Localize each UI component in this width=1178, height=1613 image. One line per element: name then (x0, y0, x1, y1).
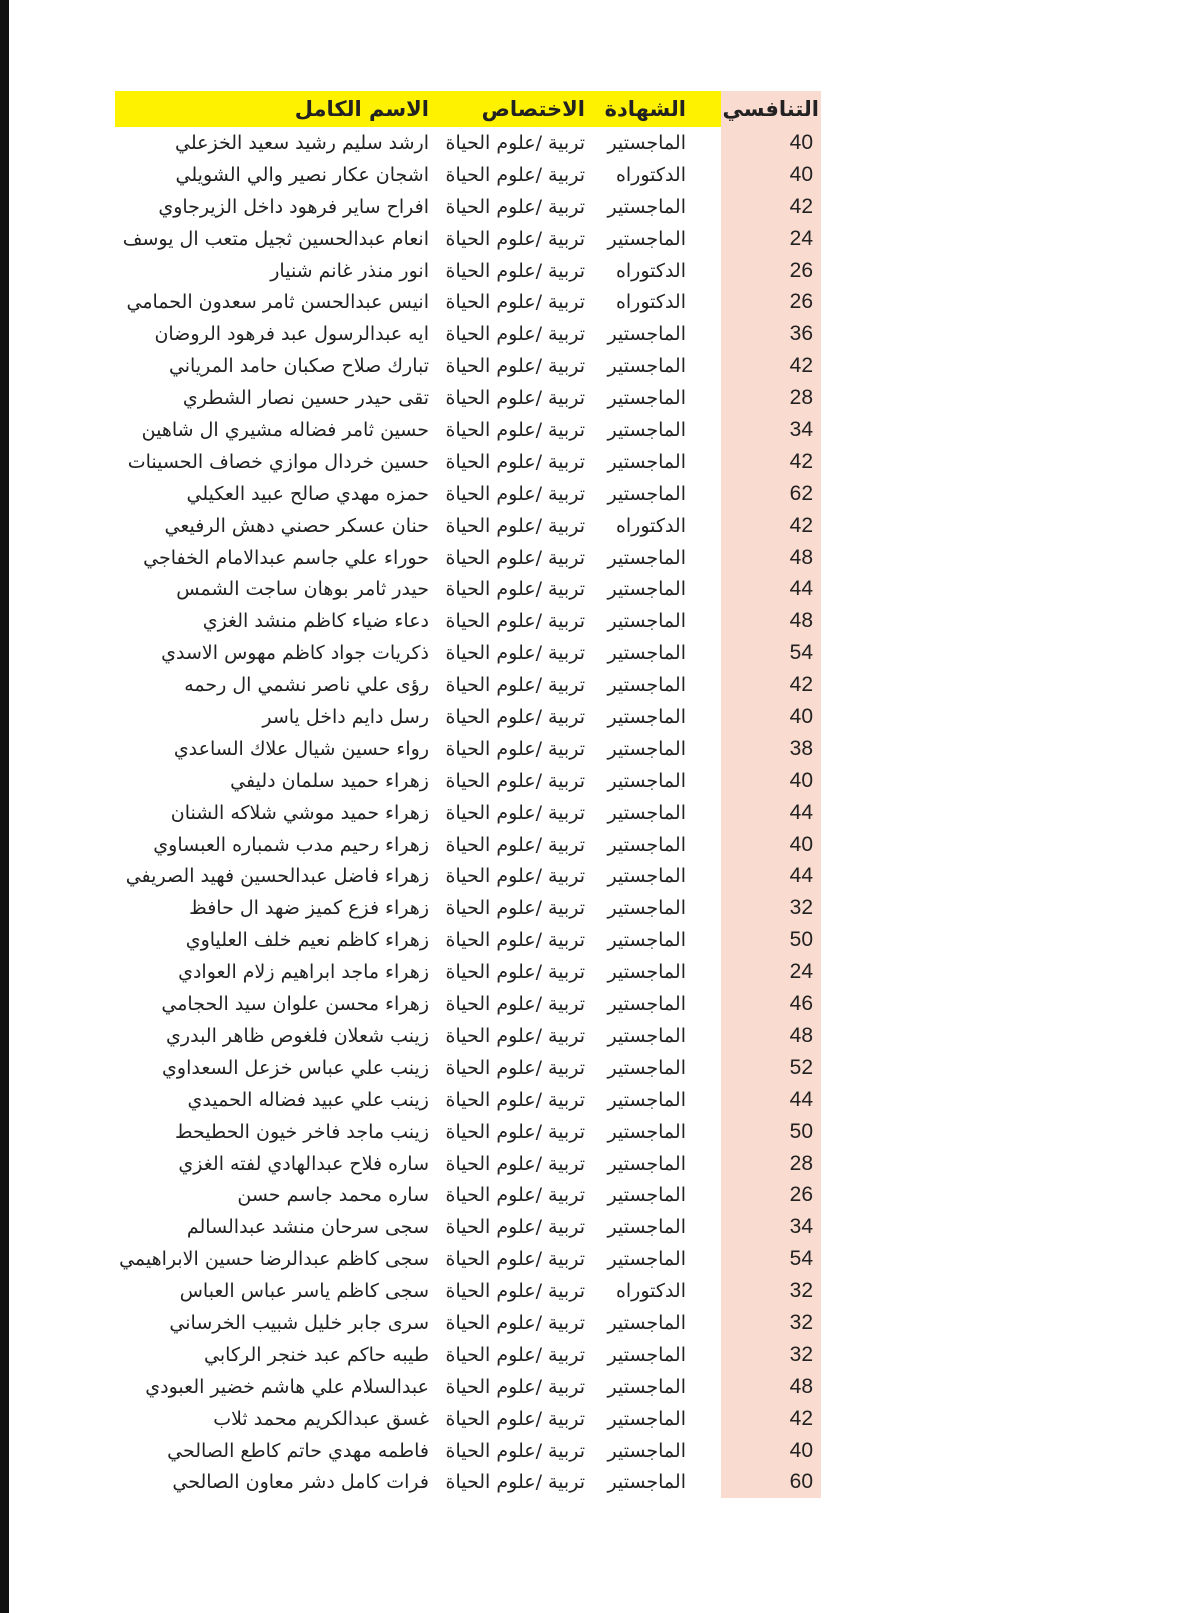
cell-specialization: تربية /علوم الحياة (445, 482, 585, 505)
cell-degree: الماجستير (607, 1407, 686, 1430)
cell-degree: الماجستير (607, 387, 686, 410)
cell-name: سجى كاظم ياسر عباس العباس (179, 1280, 429, 1303)
table-row (115, 1211, 821, 1243)
cell-degree: الماجستير (607, 578, 686, 601)
header-specialization: الاختصاص (481, 97, 585, 121)
cell-name: فاطمه مهدي حاتم كاطع الصالحي (167, 1439, 429, 1462)
table-row (115, 191, 821, 223)
table-row (115, 765, 821, 797)
cell-specialization: تربية /علوم الحياة (445, 227, 585, 250)
cell-name: طيبه حاكم عبد خنجر الركابي (204, 1343, 429, 1366)
table-header (115, 91, 821, 127)
table-row (115, 223, 821, 255)
table-row (115, 924, 821, 956)
cell-name: زهراء كاظم نعيم خلف العلياوي (185, 929, 429, 952)
table-row (115, 797, 821, 829)
cell-specialization: تربية /علوم الحياة (445, 546, 585, 569)
table-row (115, 733, 821, 765)
cell-name: اشجان عكار نصير والي الشويلي (175, 163, 429, 186)
table-row (115, 510, 821, 542)
cell-score: 38 (789, 736, 813, 760)
cell-degree: الماجستير (607, 195, 686, 218)
cell-score: 50 (789, 928, 813, 952)
cell-name: زهراء فزع كميز ضهد ال حافظ (189, 897, 429, 920)
table-row (115, 159, 821, 191)
cell-score: 32 (789, 896, 813, 920)
cell-score: 42 (789, 1406, 813, 1430)
cell-degree: الدكتوراه (615, 163, 686, 186)
cell-score: 40 (789, 162, 813, 186)
cell-specialization: تربية /علوم الحياة (445, 737, 585, 760)
cell-specialization: تربية /علوم الحياة (445, 1471, 585, 1494)
cell-degree: الماجستير (607, 1311, 686, 1334)
header-score: التنافسي (722, 97, 819, 121)
cell-name: عبدالسلام علي هاشم خضير العبودي (145, 1375, 429, 1398)
cell-degree: الدكتوراه (615, 1280, 686, 1303)
table-row (115, 1403, 821, 1435)
cell-degree: الماجستير (607, 1152, 686, 1175)
cell-specialization: تربية /علوم الحياة (445, 610, 585, 633)
cell-specialization: تربية /علوم الحياة (445, 769, 585, 792)
table-row (115, 1243, 821, 1275)
cell-specialization: تربية /علوم الحياة (445, 578, 585, 601)
table-row (115, 1307, 821, 1339)
cell-score: 48 (789, 1374, 813, 1398)
cell-degree: الماجستير (607, 642, 686, 665)
table-row (115, 1052, 821, 1084)
cell-degree: الماجستير (607, 737, 686, 760)
table-row (115, 1020, 821, 1052)
cell-score: 32 (789, 1310, 813, 1334)
cell-score: 54 (789, 641, 813, 665)
cell-name: حنان عسكر حصني دهش الرفيعي (164, 514, 429, 537)
cell-specialization: تربية /علوم الحياة (445, 323, 585, 346)
cell-name: زهراء حميد موشي شلاكه الشنان (170, 801, 429, 824)
cell-specialization: تربية /علوم الحياة (445, 163, 585, 186)
cell-name: رواء حسين شيال علاك الساعدي (173, 737, 429, 760)
cell-score: 36 (789, 322, 813, 346)
cell-name: زهراء فاضل عبدالحسين فهيد الصريفي (125, 865, 429, 888)
candidates-table (115, 91, 821, 1498)
cell-specialization: تربية /علوم الحياة (445, 1439, 585, 1462)
page-edge-bar (0, 0, 9, 1613)
cell-score: 46 (789, 992, 813, 1016)
cell-name: زهراء رحيم مدب شمباره العبساوي (153, 833, 429, 856)
table-row (115, 1435, 821, 1467)
cell-degree: الماجستير (607, 1184, 686, 1207)
cell-score: 26 (789, 290, 813, 314)
cell-score: 42 (789, 354, 813, 378)
cell-score: 40 (789, 768, 813, 792)
table-row (115, 542, 821, 574)
cell-degree: الماجستير (607, 1088, 686, 1111)
cell-score: 42 (789, 449, 813, 473)
cell-degree: الماجستير (607, 929, 686, 952)
cell-score: 40 (789, 1438, 813, 1462)
table-row (115, 350, 821, 382)
header-degree: الشهادة (604, 97, 686, 121)
cell-name: زهراء ماجد ابراهيم زلام العوادي (178, 961, 429, 984)
cell-score: 44 (789, 800, 813, 824)
cell-specialization: تربية /علوم الحياة (445, 419, 585, 442)
cell-degree: الماجستير (607, 1471, 686, 1494)
cell-name: تقى حيدر حسين نصار الشطري (182, 387, 429, 410)
table-row (115, 956, 821, 988)
cell-specialization: تربية /علوم الحياة (445, 387, 585, 410)
cell-score: 52 (789, 1055, 813, 1079)
cell-name: حسين ثامر فضاله مشيري ال شاهين (141, 419, 429, 442)
cell-degree: الماجستير (607, 450, 686, 473)
table-body (115, 127, 821, 1498)
cell-score: 34 (789, 1215, 813, 1239)
cell-name: زينب علي عبيد فضاله الحميدي (187, 1088, 429, 1111)
cell-specialization: تربية /علوم الحياة (445, 291, 585, 314)
cell-specialization: تربية /علوم الحياة (445, 801, 585, 824)
cell-name: حوراء علي جاسم عبدالامام الخفاجي (143, 546, 429, 569)
cell-name: زينب علي عباس خزعل السعداوي (162, 1056, 429, 1079)
cell-name: غسق عبدالكريم محمد ثلاب (213, 1407, 429, 1430)
cell-degree: الماجستير (607, 1343, 686, 1366)
cell-degree: الماجستير (607, 897, 686, 920)
cell-name: ساره فلاح عبدالهادي لفته الغزي (178, 1152, 429, 1175)
cell-specialization: تربية /علوم الحياة (445, 1056, 585, 1079)
table-row (115, 1179, 821, 1211)
cell-score: 26 (789, 1183, 813, 1207)
cell-score: 26 (789, 258, 813, 282)
table-row (115, 382, 821, 414)
cell-degree: الدكتوراه (615, 514, 686, 537)
cell-score: 44 (789, 577, 813, 601)
table-row (115, 1371, 821, 1403)
cell-score: 32 (789, 1279, 813, 1303)
cell-specialization: تربية /علوم الحياة (445, 674, 585, 697)
cell-name: انيس عبدالحسن ثامر سعدون الحمامي (126, 291, 429, 314)
cell-name: انعام عبدالحسين ثجيل متعب ال يوسف (122, 227, 429, 250)
cell-specialization: تربية /علوم الحياة (445, 865, 585, 888)
cell-score: 40 (789, 832, 813, 856)
cell-name: ذكريات جواد كاظم مهوس الاسدي (161, 642, 429, 665)
table-row (115, 829, 821, 861)
table-row (115, 1084, 821, 1116)
cell-degree: الماجستير (607, 1375, 686, 1398)
cell-name: دعاء ضياء كاظم منشد الغزي (202, 610, 429, 633)
cell-name: رؤى علي ناصر نشمي ال رحمه (184, 674, 429, 697)
cell-score: 44 (789, 1087, 813, 1111)
cell-specialization: تربية /علوم الحياة (445, 1343, 585, 1366)
cell-score: 24 (789, 960, 813, 984)
cell-score: 48 (789, 1023, 813, 1047)
cell-degree: الماجستير (607, 961, 686, 984)
cell-specialization: تربية /علوم الحياة (445, 355, 585, 378)
cell-score: 42 (789, 194, 813, 218)
cell-name: زينب شعلان فلغوص ظاهر البدري (166, 1024, 429, 1047)
cell-name: زينب ماجد فاخر خيون الحطيحط (175, 1120, 429, 1143)
table-row (115, 1466, 821, 1498)
table-row (115, 637, 821, 669)
cell-specialization: تربية /علوم الحياة (445, 897, 585, 920)
cell-degree: الماجستير (607, 227, 686, 250)
cell-name: سجى كاظم عبدالرضا حسين الابراهيمي (119, 1248, 429, 1271)
cell-specialization: تربية /علوم الحياة (445, 1024, 585, 1047)
cell-score: 42 (789, 673, 813, 697)
cell-specialization: تربية /علوم الحياة (445, 642, 585, 665)
cell-degree: الماجستير (607, 865, 686, 888)
table-row (115, 1148, 821, 1180)
cell-score: 34 (789, 418, 813, 442)
cell-specialization: تربية /علوم الحياة (445, 1248, 585, 1271)
table-row (115, 860, 821, 892)
cell-degree: الماجستير (607, 801, 686, 824)
cell-score: 28 (789, 386, 813, 410)
cell-score: 42 (789, 513, 813, 537)
cell-degree: الماجستير (607, 419, 686, 442)
cell-specialization: تربية /علوم الحياة (445, 1088, 585, 1111)
cell-name: رسل دايم داخل ياسر (262, 706, 429, 729)
cell-score: 44 (789, 864, 813, 888)
cell-specialization: تربية /علوم الحياة (445, 1311, 585, 1334)
cell-specialization: تربية /علوم الحياة (445, 132, 585, 154)
cell-name: فرات كامل دشر معاون الصالحي (172, 1471, 429, 1494)
cell-score: 32 (789, 1342, 813, 1366)
cell-name: سجى سرحان منشد عبدالسالم (186, 1216, 429, 1239)
cell-specialization: تربية /علوم الحياة (445, 961, 585, 984)
table-row (115, 414, 821, 446)
cell-degree: الماجستير (607, 1216, 686, 1239)
table-row (115, 605, 821, 637)
table-row (115, 988, 821, 1020)
cell-score: 62 (789, 481, 813, 505)
cell-name: ايه عبدالرسول عبد فرهود الروضان (154, 323, 429, 346)
cell-score: 50 (789, 1119, 813, 1143)
cell-score: 54 (789, 1247, 813, 1271)
cell-specialization: تربية /علوم الحياة (445, 450, 585, 473)
cell-name: ساره محمد جاسم حسن (237, 1184, 429, 1207)
cell-specialization: تربية /علوم الحياة (445, 1184, 585, 1207)
cell-specialization: تربية /علوم الحياة (445, 1152, 585, 1175)
cell-name: انور منذر غانم شنيار (270, 259, 429, 282)
table-row (115, 255, 821, 287)
cell-name: حمزه مهدي صالح عبيد العكيلي (186, 482, 429, 505)
cell-degree: الماجستير (607, 323, 686, 346)
table-row (115, 286, 821, 318)
cell-name: ارشد سليم رشيد سعيد الخزعلي (175, 132, 429, 154)
cell-score: 24 (789, 226, 813, 250)
cell-specialization: تربية /علوم الحياة (445, 259, 585, 282)
header-name: الاسم الكامل (294, 97, 429, 121)
cell-name: زهراء حميد سلمان دليفي (230, 769, 429, 792)
table-row (115, 127, 821, 159)
cell-degree: الماجستير (607, 355, 686, 378)
cell-degree: الماجستير (607, 482, 686, 505)
cell-degree: الماجستير (607, 132, 686, 154)
cell-specialization: تربية /علوم الحياة (445, 929, 585, 952)
cell-degree: الدكتوراه (615, 259, 686, 282)
table-row (115, 1116, 821, 1148)
cell-score: 40 (789, 705, 813, 729)
cell-degree: الماجستير (607, 1248, 686, 1271)
table-row (115, 573, 821, 605)
cell-name: سرى جابر خليل شبيب الخرساني (169, 1311, 429, 1334)
table-row (115, 669, 821, 701)
cell-specialization: تربية /علوم الحياة (445, 1120, 585, 1143)
cell-degree: الماجستير (607, 546, 686, 569)
cell-degree: الماجستير (607, 706, 686, 729)
cell-specialization: تربية /علوم الحياة (445, 993, 585, 1016)
cell-degree: الدكتوراه (615, 291, 686, 314)
cell-name: حيدر ثامر بوهان ساجت الشمس (176, 578, 429, 601)
cell-name: حسين خردال موازي خصاف الحسينات (127, 450, 429, 473)
table-row (115, 701, 821, 733)
cell-degree: الماجستير (607, 610, 686, 633)
cell-degree: الماجستير (607, 674, 686, 697)
table-row (115, 1275, 821, 1307)
cell-score: 40 (789, 131, 813, 154)
cell-specialization: تربية /علوم الحياة (445, 1407, 585, 1430)
cell-specialization: تربية /علوم الحياة (445, 833, 585, 856)
cell-score: 60 (789, 1470, 813, 1494)
cell-degree: الماجستير (607, 993, 686, 1016)
cell-degree: الماجستير (607, 1439, 686, 1462)
cell-degree: الماجستير (607, 769, 686, 792)
table-row (115, 446, 821, 478)
cell-specialization: تربية /علوم الحياة (445, 1280, 585, 1303)
cell-specialization: تربية /علوم الحياة (445, 195, 585, 218)
cell-score: 28 (789, 1151, 813, 1175)
cell-degree: الماجستير (607, 1024, 686, 1047)
cell-name: زهراء محسن علوان سيد الحجامي (161, 993, 429, 1016)
cell-score: 48 (789, 545, 813, 569)
cell-name: تبارك صلاح صكبان حامد المرياني (168, 355, 429, 378)
table-row (115, 318, 821, 350)
cell-degree: الماجستير (607, 1120, 686, 1143)
cell-specialization: تربية /علوم الحياة (445, 1216, 585, 1239)
cell-specialization: تربية /علوم الحياة (445, 1375, 585, 1398)
cell-specialization: تربية /علوم الحياة (445, 706, 585, 729)
table-row (115, 1339, 821, 1371)
cell-score: 48 (789, 609, 813, 633)
cell-degree: الماجستير (607, 1056, 686, 1079)
table-row (115, 478, 821, 510)
cell-degree: الماجستير (607, 833, 686, 856)
cell-name: افراح ساير فرهود داخل الزيرجاوي (158, 195, 429, 218)
table-row (115, 892, 821, 924)
cell-specialization: تربية /علوم الحياة (445, 514, 585, 537)
